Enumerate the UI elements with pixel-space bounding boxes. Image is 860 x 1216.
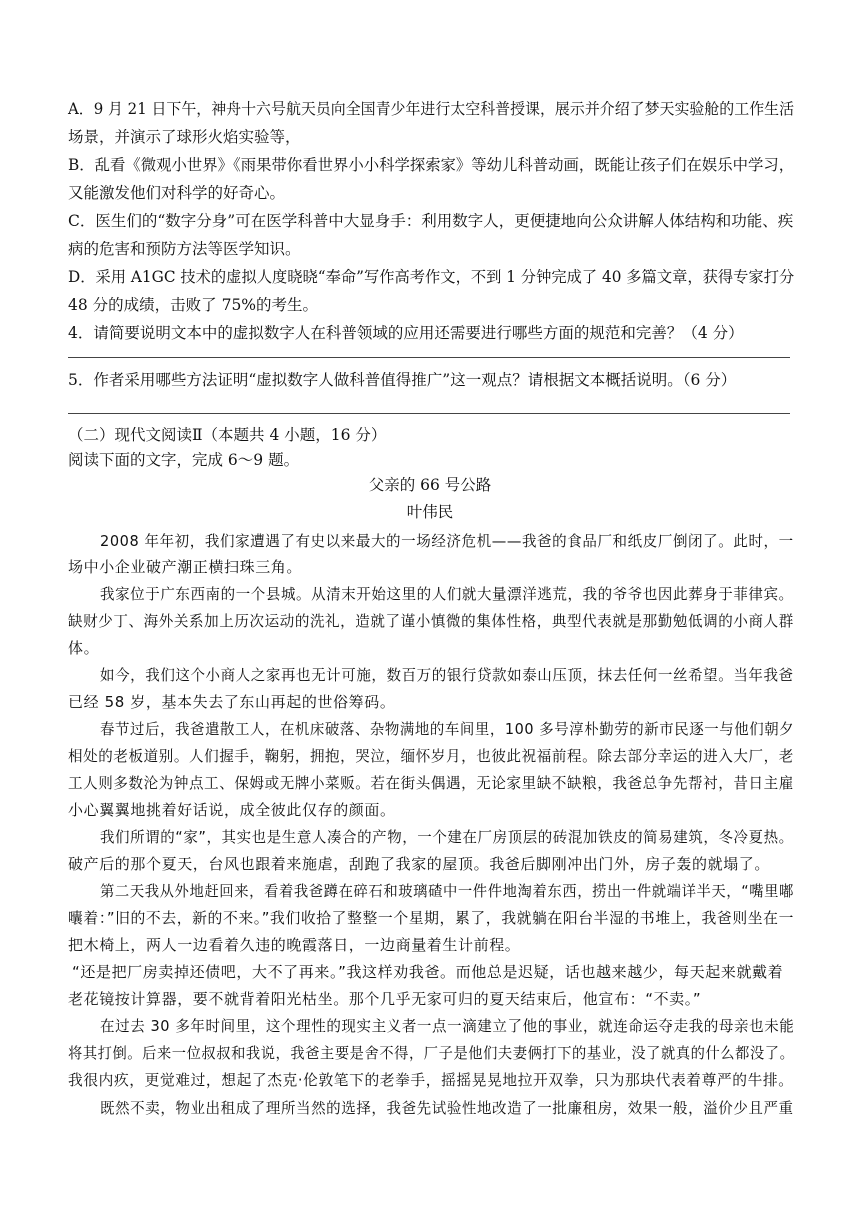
- article-line: 相处的老板道别。人们握手，鞠躬，拥抱，哭泣，缅怀岁月，也彼此祝福前程。除去部分幸运的进入大厂，老: [68, 747, 794, 765]
- article-line: 把木椅上，两人一边看着久违的晚霞落日，一边商量着生计前程。: [68, 936, 521, 954]
- option-c-line-1: C．医生们的“数字分身”可在医学科普中大显身手：利用数字人，更便捷地向公众讲解人体结构和功能、疾: [68, 212, 794, 230]
- article-line: 既然不卖，物业出租成了理所当然的选择，我爸先试验性地改造了一批廉租房，效果一般，溢价少且严重: [100, 1099, 794, 1117]
- article-line: 缺财少丁、海外关系加上历次运动的洗礼，造就了谨小慎微的集体性格，典型代表就是那勤勉低调的小商人群: [68, 612, 794, 630]
- option-b-line-2: 又能激发他们对科学的好奇心。: [68, 184, 286, 202]
- article-line: 第二天我从外地赶回来，看着我爸蹲在碎石和玻璃碴中一件件地淘着东西，捞出一件就端详半天，“嘴里嘟: [100, 882, 794, 900]
- article-line: 我们所谓的“家”，其实也是生意人凑合的产物，一个建在厂房顶层的砖混加铁皮的简易建筑，冬冷夏热。: [100, 828, 794, 846]
- option-c-line-2: 病的危害和预防方法等医学知识。: [68, 240, 301, 258]
- article-line: 将其打倒。后来一位叔叔和我说，我爸主要是舍不得，厂子是他们夫妻俩打下的基业，没了就真的什么都没了。: [68, 1044, 795, 1062]
- article-line: 老花镜按计算器，要不就背着阳光枯坐。那个几乎无家可归的夏天结束后，他宣布：“不卖。”: [68, 990, 702, 1008]
- section-heading: （二）现代文阅读Ⅱ（本题共 4 小题，16 分）: [68, 426, 387, 444]
- article-line: 春节过后，我爸遣散工人，在机床破落、杂物满地的车间里，100 多号淳朴勤劳的新市民逐一与他们朝夕: [100, 720, 795, 738]
- article-line: 2008 年年初，我们家遭遇了有史以来最大的一场经济危机——我爸的食品厂和纸皮厂倒闭了。此时，一: [100, 532, 794, 550]
- article-line: 场中小企业破产潮正横扫珠三角。: [68, 558, 303, 576]
- option-a-line-1: A．9 月 21 日下午，神舟十六号航天员向全国青少年进行太空科普授课，展示并介绍了梦天实验舱的工作生活: [68, 100, 795, 118]
- section-instruction: 阅读下面的文字，完成 6～9 题。: [68, 451, 300, 469]
- option-a-line-2: 场景，并演示了球形火焰实验等，: [68, 128, 301, 146]
- article-author: 叶伟民: [406, 503, 454, 521]
- article-line: 体。: [68, 639, 100, 657]
- option-d-line-1: D．采用 A1GC 技术的虚拟人度晓晓“奉命”写作高考作文，不到 1 分钟完成了 40 多篇文章，获得专家打分: [68, 268, 795, 286]
- article-title: 父亲的 66 号公路: [368, 476, 492, 494]
- article-line: 如今，我们这个小商人之家再也无计可施，数百万的银行贷款如泰山压顶，抹去任何一丝希望。当年我爸: [100, 666, 794, 684]
- question-4: 4．请简要说明文本中的虚拟数字人在科普领域的应用还需要进行哪些方面的规范和完善？（4 分）: [68, 324, 744, 342]
- answer-line-q5: [68, 413, 790, 414]
- article-line: 我家位于广东西南的一个县城。从清末开始这里的人们就大量漂洋逃荒，我的爷爷也因此葬身于菲律宾。: [100, 585, 794, 603]
- option-d-line-2: 48 分的成绩，击败了 75%的考生。: [68, 296, 319, 314]
- question-5: 5．作者采用哪些方法证明“虚拟数字人做科普值得推广”这一观点？请根据文本概括说明。（6 分）: [68, 371, 737, 389]
- option-b-line-1: B．乱看《微观小世界》《雨果带你看世界小小科学探索家》等幼儿科普动画，既能让孩子们在娱乐中学习，: [68, 156, 795, 174]
- article-line: 工人则多数沦为钟点工、保姆或无牌小菜贩。若在街头偶遇，无论家里缺不缺粮，我爸总争先帮衬，昔日主雇: [68, 774, 794, 792]
- article-line: 已经 58 岁，基本失去了东山再起的世俗筹码。: [68, 693, 396, 711]
- article-line: 在过去 30 多年时间里，这个理性的现实主义者一点一滴建立了他的事业，就连命运夺走我的母亲也未能: [100, 1017, 795, 1035]
- article-line: 我很内疚，更觉难过，想起了杰克·伦敦笔下的老拳手，摇摇晃晃地拉开双拳，只为那块代表着尊严的牛排。: [68, 1071, 794, 1089]
- answer-line-q4: [68, 357, 790, 358]
- article-line: 小心翼翼地挑着好话说，成全彼此仅存的颜面。: [68, 801, 396, 819]
- article-line: “还是把厂房卖掉还债吧，大不了再来。”我这样劝我爸。而他总是迟疑，话也越来越少，每天起来就戴着: [72, 963, 784, 981]
- article-line: 囔着：”旧的不去，新的不来。”我们收拾了整整一个星期，累了，我就躺在阳台半湿的书堆上，我爸则坐在一: [68, 909, 794, 927]
- article-line: 破产后的那个夏天，台风也跟着来施虐，刮跑了我家的屋顶。我爸后脚刚冲出门外，房子轰的就塌了。: [68, 855, 771, 873]
